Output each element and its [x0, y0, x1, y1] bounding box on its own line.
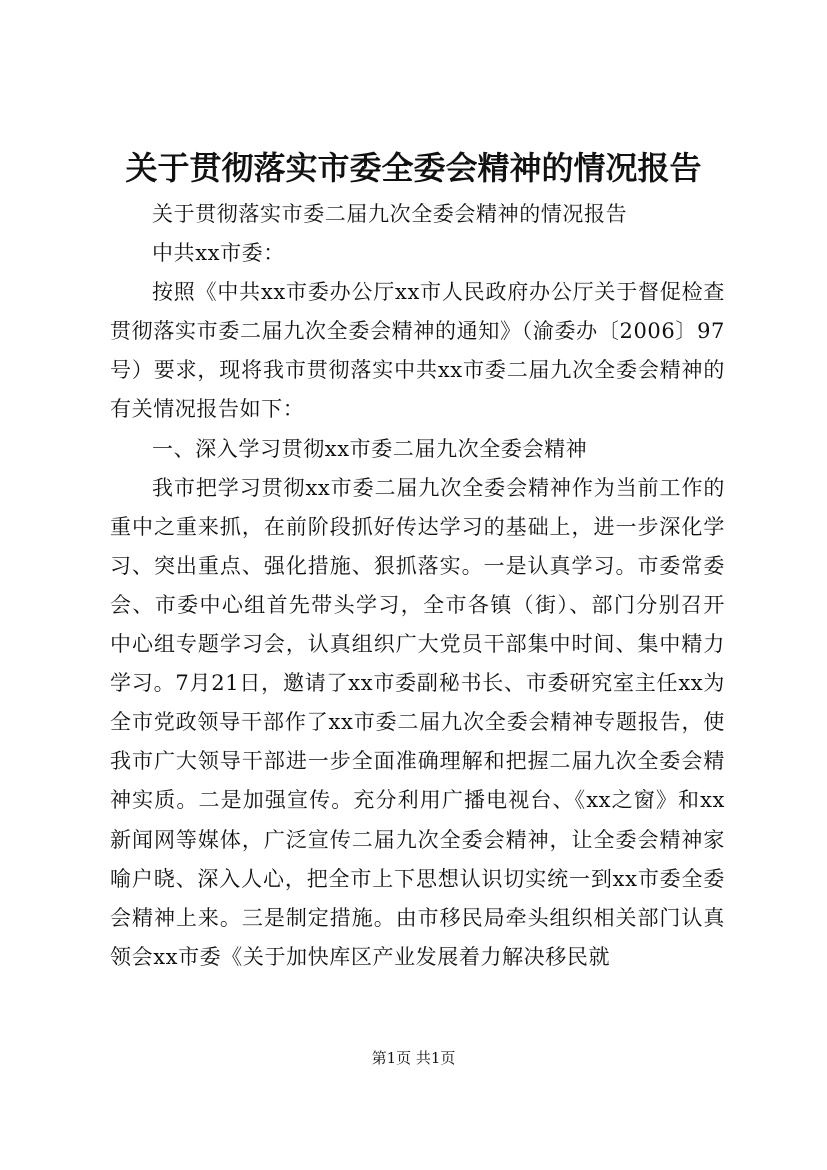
document-body	[110, 195, 725, 977]
salutation: 中共xx市委：	[152, 241, 285, 266]
page-number-footer: 第1页 共1页	[371, 1049, 456, 1067]
document-title: 关于贯彻落实市委全委会精神的情况报告	[125, 149, 702, 187]
document-subtitle: 关于贯彻落实市委二届九次全委会精神的情况报告	[152, 202, 628, 226]
section-heading-1: 一、深入学习贯彻xx市委二届九次全委会精神	[152, 436, 588, 461]
paragraph-intro: 按照《中共xx市委办公厅xx市人民政府办公厅关于督促检查贯彻落实市委二届九次全委会精神的通知》（渝委办〔2006〕97号）要求，现将我市贯彻落实中共xx市委二届九次全委会精神的有关情况报告如下：	[110, 280, 725, 422]
paragraph-section-1: 我市把学习贯彻xx市委二届九次全委会精神作为当前工作的重中之重来抓，在前阶段抓好传达学习的基础上，进一步深化学习、突出重点、强化措施、狠抓落实。一是认真学习。市委常委会、市委中心组首先带头学习，全市各镇（街）、部门分别召开中心组专题学习会，认真组织广大党员干部集中时间、集中精力学习。7月21日，邀请了xx市委副秘书长、市委研究室主任xx为全市党政领导干部作了xx市委二届九次全委会精神专题报告，使我市广大领导干部进一步全面准确理解和把握二届九次全委会精神实质。二是加强宣传。充分利用广播电视台、《xx之窗》和xx新闻网等媒体，广泛宣传二届九次全委会精神，让全委会精神家喻户晓、深入人心，把全市上下思想认识切实统一到xx市委全委会精神上来。三是制定措施。由市移民局牵头组织相关部门认真领会xx市委《关于加快库区产业发展着力解决移民就	[110, 475, 725, 969]
